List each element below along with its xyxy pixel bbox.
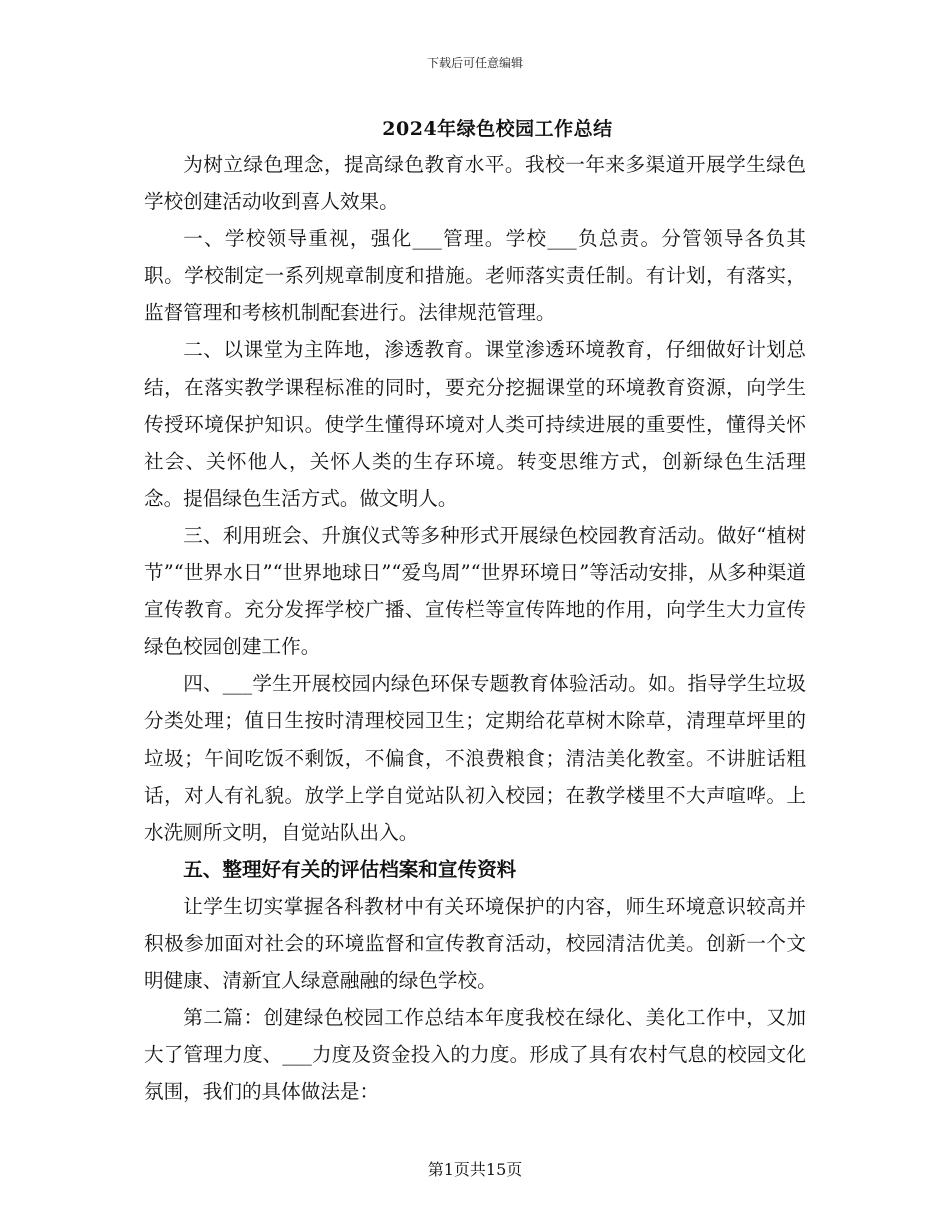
section-heading-5: 五、整理好有关的评估档案和宣传资料	[183, 857, 517, 881]
paragraph-section-3: 三、利用班会、升旗仪式等多种形式开展绿色校园教育活动。做好“植树节”“世界水日”“世界地球日”“爱鸟周”“世界环境日”等活动安排，从多种渠道宣传教育。充分发挥学校广播、宣传栏等宣传阵地的作用，向学生大力宣传绿色校园创建工作。	[144, 523, 806, 659]
page-number: 第1页共15页	[427, 1160, 523, 1179]
document-title: 2024年绿色校园工作总结	[382, 118, 613, 140]
paragraph-section-4: 四、___学生开展校园内绿色环保专题教育体验活动。如。指导学生垃圾分类处理；值日生按时清理校园卫生；定期给花草树木除草，清理草坪里的垃圾；午间吃饭不剩饭，不偏食，不浪费粮食；清洁美化教室。不讲脏话粗话，对人有礼貌。放学上学自觉站队初入校园；在教学楼里不大声喧哗。上水洗厕所文明，自觉站队出入。	[144, 672, 806, 844]
header-note: 下载后可任意编辑	[426, 56, 523, 70]
document-body	[144, 146, 806, 1110]
paragraph-intro: 为树立绿色理念，提高绿色教育水平。我校一年来多渠道开展学生绿色学校创建活动收到喜人效果。	[144, 153, 806, 214]
paragraph-section-5: 让学生切实掌握各科教材中有关环境保护的内容，师生环境意识较高并积极参加面对社会的环境监督和宣传教育活动，校园清洁优美。创新一个文明健康、清新宜人绿意融融的绿色学校。	[144, 894, 806, 993]
paragraph-part-two: 第二篇：创建绿色校园工作总结本年度我校在绿化、美化工作中，又加大了管理力度、___力度及资金投入的力度。形成了具有农村气息的校园文化氛围，我们的具体做法是：	[144, 1006, 806, 1104]
paragraph-section-1: 一、学校领导重视，强化___管理。学校___负总责。分管领导各负其职。学校制定一系列规章制度和措施。老师落实责任制。有计划，有落实，监督管理和考核机制配套进行。法律规范管理。	[144, 227, 806, 325]
paragraph-section-2: 二、以课堂为主阵地，渗透教育。课堂渗透环境教育，仔细做好计划总结，在落实教学课程标准的同时，要充分挖掘课堂的环境教育资源，向学生传授环境保护知识。使学生懂得环境对人类可持续进展的重要性，懂得关怀社会、关怀他人，关怀人类的生存环境。转变思维方式，创新绿色生活理念。提倡绿色生活方式。做文明人。	[144, 338, 806, 510]
